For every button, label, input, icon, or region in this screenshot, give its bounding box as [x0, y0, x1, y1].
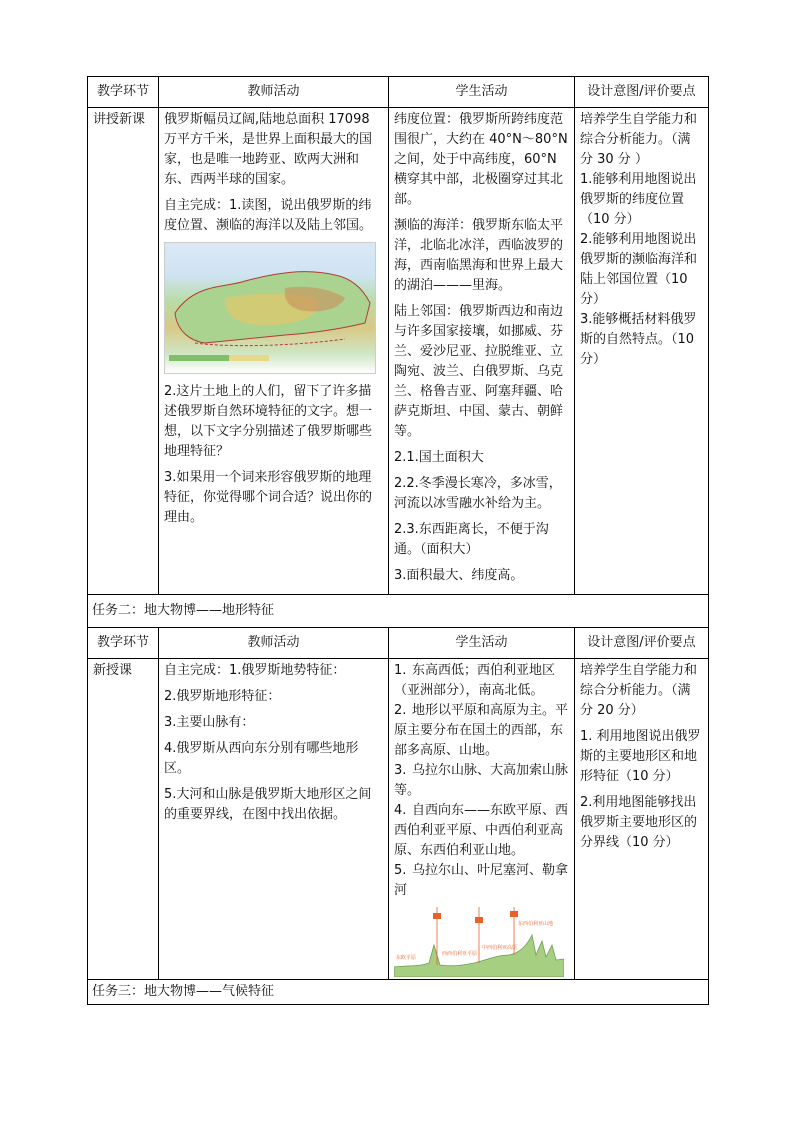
header-stage: 教学环节: [88, 77, 159, 108]
teacher-text-3: 3.主要山脉有：: [164, 715, 255, 730]
table2-body-row: [88, 659, 709, 980]
design-text-3: 2.利用地图能够找出俄罗斯主要地形区的分界线（10 分）: [580, 795, 698, 850]
student-text-7: 3.面积最大、纬度高。: [394, 568, 524, 583]
student-text-2: 濒临的海洋：俄罗斯东临太平洋，北临北冰洋，西临波罗的海，西南临黑海和世界上最大的湖泊———里海。: [394, 218, 564, 293]
header-student: 学生活动: [389, 77, 575, 108]
table1-body-row: [88, 108, 709, 595]
stage-cell: 讲授新课: [88, 108, 159, 595]
design-text-2: 1. 利用地图说出俄罗斯的主要地形区和地形特征（10 分）: [580, 729, 701, 784]
design-intent-cell: [575, 108, 709, 595]
student-text-3: 陆上邻国：俄罗斯西边和南边与许多国家接壤，如挪威、芬兰、爱沙尼亚、拉脱维亚、立陶宛、波兰、白俄罗斯、乌克兰、格鲁吉亚、阿塞拜疆、哈萨克斯坦、中国、蒙古、朝鲜等。: [394, 304, 564, 439]
profile-label-b: 西西伯利亚平原: [442, 951, 478, 957]
header-stage: 教学环节: [88, 628, 159, 659]
student-text-1: 纬度位置：俄罗斯所跨纬度范围很广，大约在 40°N～80°N之间，处于中高纬度，60°N横穿其中部，北极圈穿过其北部。: [394, 112, 568, 207]
profile-label-a: 东欧平原: [396, 955, 417, 961]
teacher-activity-cell: [159, 108, 389, 595]
design-text-3: 2.能够利用地图说出俄罗斯的濒临海洋和陆上邻国位置（10 分）: [580, 232, 698, 307]
teacher-text-1: 自主完成：1.俄罗斯地势特征：: [164, 663, 346, 678]
task2-row: [88, 595, 709, 628]
student-activity-cell: [389, 659, 575, 980]
design-text-1: 培养学生自学能力和综合分析能力。（满分 20 分）: [580, 663, 698, 718]
student-item-1: 1. 东高西低；西伯利亚地区（亚洲部分），南高北低。: [394, 663, 556, 698]
task3-row: [88, 980, 709, 1005]
task2-title: 任务二：地大物博——地形特征: [88, 595, 709, 628]
terrain-profile-image: [394, 905, 564, 977]
header-student: 学生活动: [389, 628, 575, 659]
profile-label-d: 东西伯利亚山地: [518, 921, 554, 927]
teacher-text-3: 2.这片土地上的人们，留下了许多描述俄罗斯自然环境特征的文字。想一想，以下文字分别描述了俄罗斯哪些地理特征？: [164, 384, 373, 459]
lesson-table: [87, 76, 709, 1005]
student-text-4: 2.1.国土面积大: [394, 450, 484, 465]
russia-map-image: [164, 242, 376, 374]
teacher-text-4: 4.俄罗斯从西向东分别有哪些地形区。: [164, 741, 359, 776]
profile-label-c: 中西伯利亚高原: [482, 945, 518, 951]
teacher-activity-cell: [159, 659, 389, 980]
header-teacher: 教师活动: [159, 77, 389, 108]
design-text-2: 1.能够利用地图说出俄罗斯的纬度位置（10 分）: [580, 172, 697, 227]
stage-cell: 新授课: [88, 659, 159, 980]
student-text-6: 2.3.东西距离长，不便于沟通。（面积大）: [394, 522, 549, 557]
teacher-text-1: 俄罗斯幅员辽阔,陆地总面积 17098 万平方千米，是世界上面积最大的国家，也是唯一地跨亚、欧两大洲和东、西两半球的国家。: [164, 112, 373, 187]
document-page: [87, 76, 708, 1005]
student-item-3: 3. 乌拉尔山脉、大高加索山脉等。: [394, 763, 569, 798]
task3-title: 任务三：地大物博——气候特征: [88, 980, 709, 1005]
design-text-1: 培养学生自学能力和综合分析能力。（满分 30 分 ）: [580, 112, 698, 167]
teacher-text-2: 2.俄罗斯地形特征：: [164, 689, 281, 704]
header-teacher: 教师活动: [159, 628, 389, 659]
header-design: 设计意图/评价要点: [575, 77, 709, 108]
teacher-text-2: 自主完成：1.读图，说出俄罗斯的纬度位置、濒临的海洋以及陆上邻国。: [164, 198, 373, 233]
design-intent-cell: [575, 659, 709, 980]
table2-header-row: [88, 628, 709, 659]
student-activity-cell: [389, 108, 575, 595]
student-item-2: 2. 地形以平原和高原为主。平原主要分布在国土的西部，东部多高原、山地。: [394, 703, 569, 758]
header-design: 设计意图/评价要点: [575, 628, 709, 659]
table1-header-row: [88, 77, 709, 108]
teacher-text-4: 3.如果用一个词来形容俄罗斯的地理特征，你觉得哪个词合适？说出你的理由。: [164, 470, 373, 525]
student-text-5: 2.2.冬季漫长寒冷，多冰雪，河流以冰雪融水补给为主。: [394, 476, 562, 511]
student-item-4: 4. 自西向东——东欧平原、西西伯利亚平原、中西伯利亚高原、东西伯利亚山地。: [394, 803, 569, 858]
teacher-text-5: 5.大河和山脉是俄罗斯大地形区之间的重要界线，在图中找出依据。: [164, 787, 372, 822]
student-item-5: 5. 乌拉尔山、叶尼塞河、勒拿河: [394, 863, 569, 898]
design-text-4: 3.能够概括材料俄罗斯的自然特点。（10 分）: [580, 312, 697, 367]
